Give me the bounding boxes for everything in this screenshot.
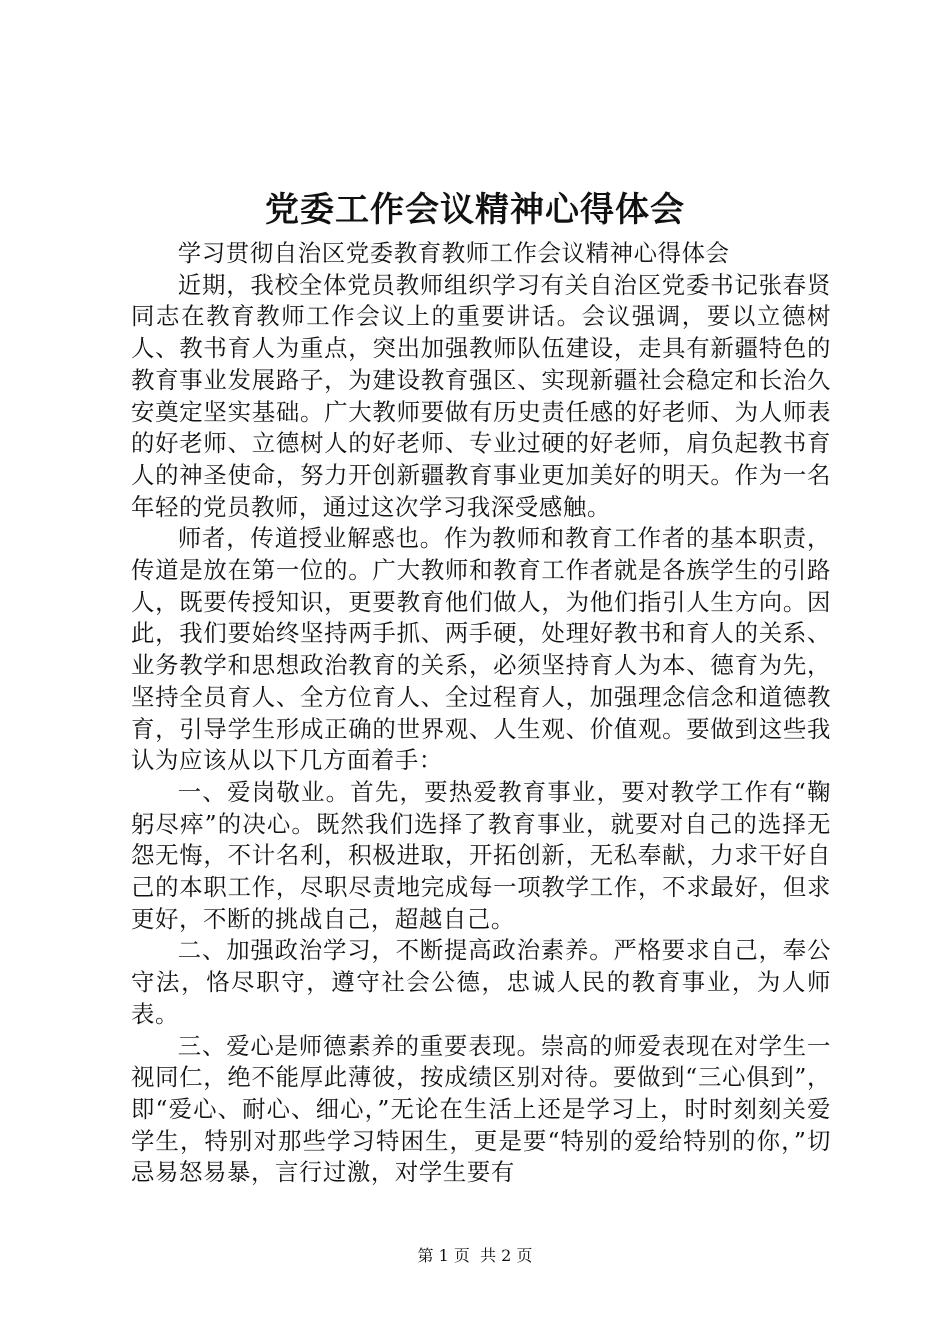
- paragraph-point-two: 二、加强政治学习，不断提高政治素养。严格要求自己，奉公守法，恪尽职守，遵守社会公德，忠诚人民的教育事业，为人师表。: [131, 936, 831, 1028]
- paragraph-teacher-duty: 师者，传道授业解惑也。作为教师和教育工作者的基本职责，传道是放在第一位的。广大教师和教育工作者就是各族学生的引路人，既要传授知识，更要教育他们做人，为他们指引人生方向。因此，我们要始终坚持两手抓、两手硬，处理好教书和育人的关系、业务教学和思想政治教育的关系，必须坚持育人为本、德育为先，坚持全员育人、全方位育人、全过程育人，加强理念信念和道德教育，引导学生形成正确的世界观、人生观、价值观。要做到这些我认为应该从以下几方面着手：: [131, 524, 831, 775]
- document-subtitle: 学习贯彻自治区党委教育教师工作会议精神心得体会: [177, 239, 730, 267]
- document-body: [131, 238, 831, 1189]
- paragraph-point-one: 一、爱岗敬业。首先，要热爱教育事业，要对教学工作有“鞠躬尽瘁”的决心。既然我们选择了教育事业，就要对自己的选择无怨无悔，不计名利，积极进取，开拓创新，无私奉献，力求干好自己的本职工作，尽职尽责地完成每一项教学工作，不求最好，但求更好，不断的挑战自己，超越自己。: [131, 777, 831, 933]
- document-title: 党委工作会议精神心得体会: [265, 190, 685, 230]
- paragraph-intro: 近期，我校全体党员教师组织学习有关自治区党委书记张春贤同志在教育教师工作会议上的重要讲话。会议强调，要以立德树人、教书育人为重点，突出加强教师队伍建设，走具有新疆特色的教育事业发展路子，为建设教育强区、实现新疆社会稳定和长治久安奠定坚实基础。广大教师要做有历史责任感的好老师、为人师表的好老师、立德树人的好老师、专业过硬的好老师，肩负起教书育人的神圣使命，努力开创新疆教育事业更加美好的明天。作为一名年轻的党员教师，通过这次学习我深受感触。: [131, 270, 831, 521]
- page-number-footer: 第 1 页 共 2 页: [417, 1246, 533, 1265]
- paragraph-point-three: 三、爱心是师德素养的重要表现。崇高的师爱表现在对学生一视同仁，绝不能厚此薄彼，按成绩区别对待。要做到“三心俱到”，即“爱心、耐心、细心，”无论在生活上还是学习上，时时刻刻关爱学生，特别对那些学习特困生，更是要“特别的爱给特别的你，”切忌易怒易暴，言行过激，对学生要有: [131, 1031, 831, 1187]
